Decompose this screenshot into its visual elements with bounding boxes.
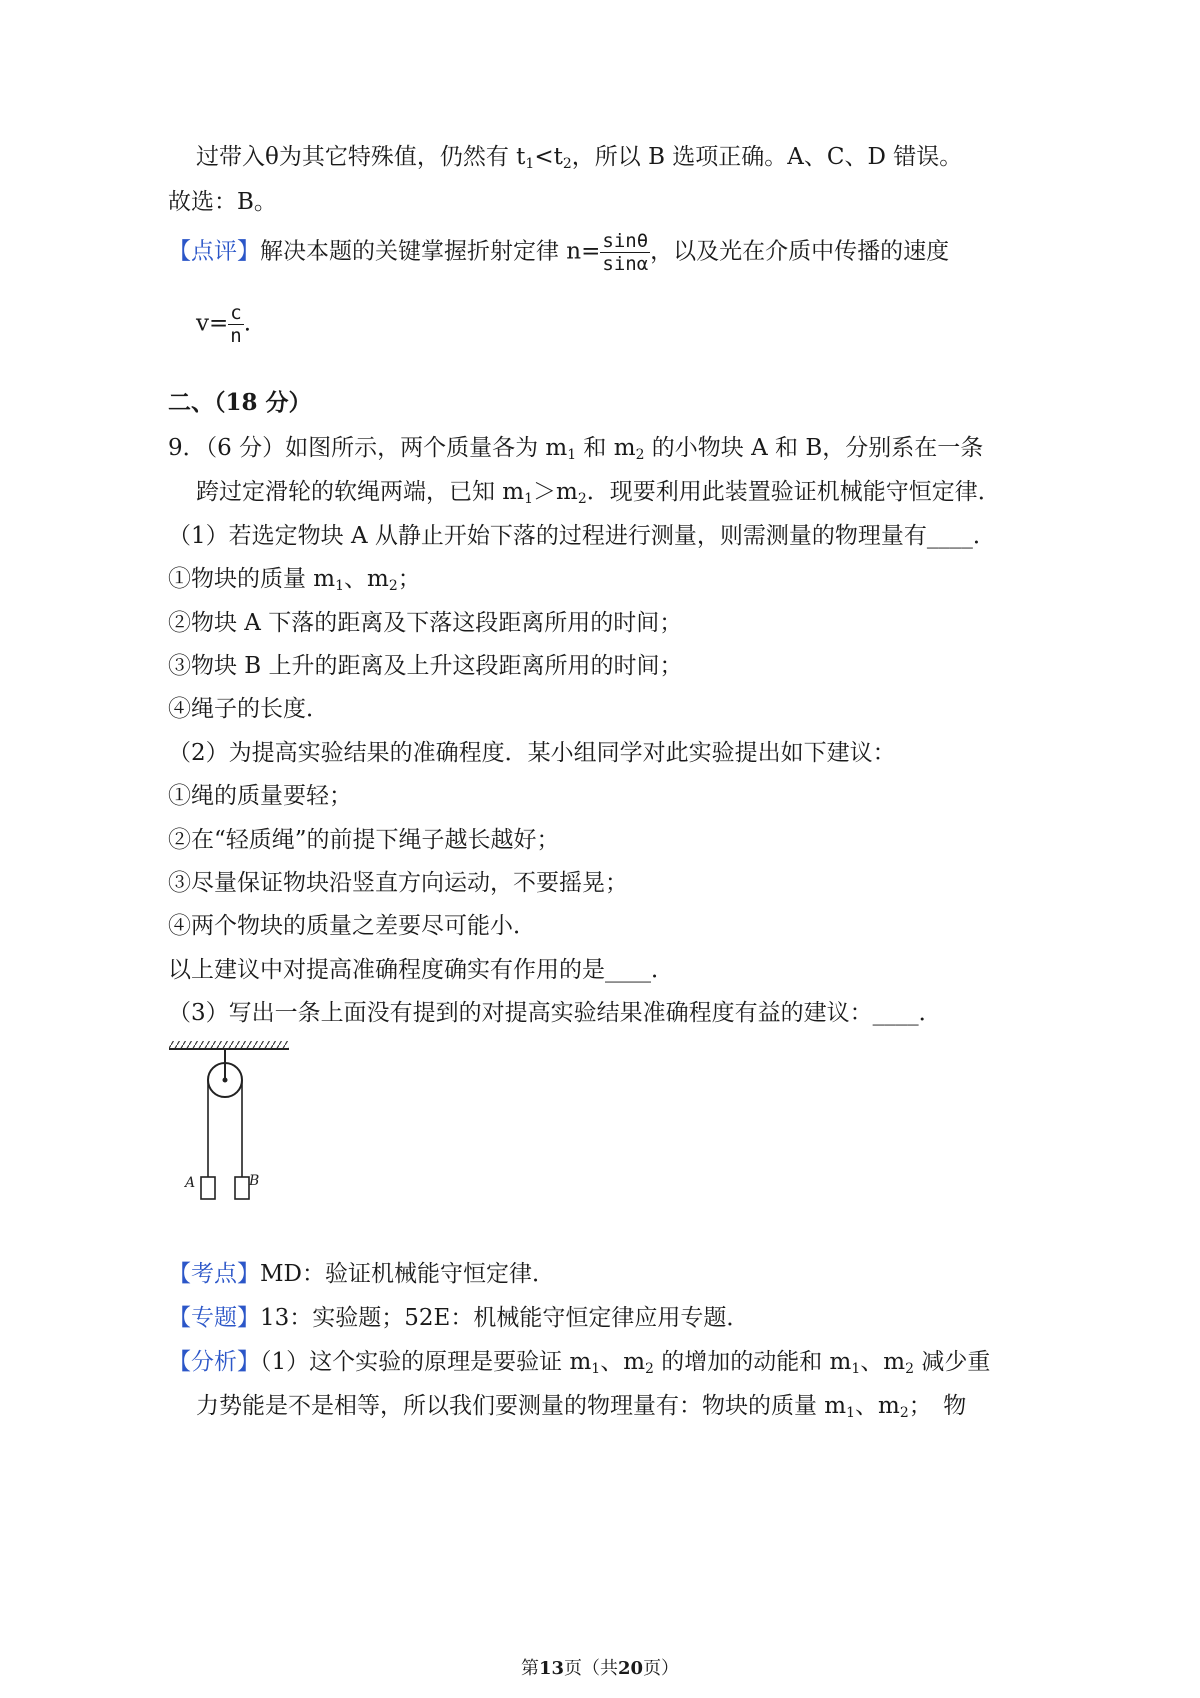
fraction-numerator: sinθ — [602, 230, 649, 252]
footer-text: 页（共 — [564, 1658, 618, 1679]
subscript: 1 — [525, 156, 535, 172]
subscript: 1 — [851, 1361, 861, 1377]
answer-choice-line — [168, 187, 277, 217]
fraction-denominator: n — [230, 325, 242, 347]
block-b — [235, 1177, 249, 1199]
subscript: 2 — [577, 491, 587, 507]
fraction-denominator: sinα — [602, 253, 649, 275]
subscript: 1 — [567, 447, 577, 463]
text: 的增加的动能和 m — [653, 1349, 852, 1375]
zhuanti-tag: 【专题】 — [168, 1305, 260, 1331]
text: 故选：B。 — [168, 189, 277, 215]
text: 过带入θ为其它特殊值，仍然有 t — [196, 144, 526, 170]
label-b: B — [249, 1173, 260, 1189]
ceiling-hatch — [169, 1041, 289, 1049]
text: 、m — [600, 1349, 645, 1375]
text: 13：实验题；52E：机械能守恒定律应用专题． — [260, 1305, 750, 1331]
part-2-option-4: ④两个物块的质量之差要尽可能小． — [168, 913, 536, 939]
kaodian-line — [168, 1259, 555, 1289]
page-footer — [0, 1654, 1200, 1680]
velocity-line — [196, 302, 251, 347]
subscript: 1 — [591, 1361, 601, 1377]
part-1-option-2: ②物块 A 下落的距离及下落这段距离所用的时间； — [168, 610, 683, 636]
text: . — [243, 310, 252, 337]
fenxi-line-2 — [196, 1391, 966, 1421]
block-a — [201, 1177, 215, 1199]
subscript: 2 — [388, 578, 398, 594]
text: MD：验证机械能守恒定律． — [260, 1261, 555, 1287]
text: 跨过定滑轮的软绳两端，已知 m — [196, 479, 525, 505]
subscript: 2 — [562, 156, 572, 172]
text: ①物块的质量 m — [168, 566, 336, 592]
subscript: 2 — [645, 1361, 654, 1377]
text: 、m — [344, 566, 389, 592]
text: <t — [534, 144, 563, 170]
kaodian-tag: 【考点】 — [168, 1261, 260, 1287]
fenxi-tag: 【分析】 — [168, 1349, 260, 1375]
part-1-option-4: ④绳子的长度． — [168, 696, 329, 722]
text: ，以及光在介质中传播的速度 — [650, 238, 950, 265]
subscript: 1 — [335, 578, 345, 594]
text: ＞m — [533, 479, 578, 505]
part-2-option-1: ①绳的质量要轻； — [168, 783, 352, 809]
footer-text: 第 — [520, 1658, 539, 1679]
text: 、m — [860, 1349, 906, 1375]
section-title: 二、（18 分） — [168, 389, 312, 416]
pulley-axle — [223, 1078, 228, 1083]
answer-line-1 — [196, 142, 962, 172]
text: 、m — [855, 1393, 900, 1419]
subscript: 2 — [635, 447, 645, 463]
part-1-option-1 — [168, 564, 421, 594]
text: 9．（6 分）如图所示，两个质量各为 m — [168, 435, 568, 461]
text: ，所以 B 选项正确。A、C、D 错误。 — [571, 144, 963, 170]
text: （1）这个实验的原理是要验证 m — [260, 1349, 592, 1375]
question-line-1 — [168, 433, 983, 463]
velocity-fraction — [228, 302, 243, 347]
text: 和 m — [576, 435, 636, 461]
refraction-fraction — [600, 230, 650, 275]
question-line-2 — [196, 477, 1001, 507]
text: ； 物 — [908, 1393, 967, 1419]
total-pages: 20 — [618, 1658, 644, 1679]
text: v= — [196, 310, 229, 337]
subscript: 2 — [905, 1361, 915, 1377]
part-2-question: （2）为提高实验结果的准确程度．某小组同学对此实验提出如下建议： — [168, 740, 896, 766]
text: ； — [397, 566, 421, 592]
text: 力势能是不是相等，所以我们要测量的物理量有：物块的质量 m — [196, 1393, 847, 1419]
part-1-question: （1）若选定物块 A 从静止开始下落的过程进行测量，则需测量的物理量有____． — [168, 523, 996, 549]
subscript: 1 — [524, 491, 534, 507]
part-2-prompt: 以上建议中对提高准确程度确实有作用的是____． — [168, 957, 674, 983]
pulley-diagram — [165, 1035, 295, 1210]
review-tag: 【点评】 — [168, 238, 260, 265]
text: 解决本题的关键掌握折射定律 n= — [260, 238, 601, 265]
zhuanti-line — [168, 1303, 749, 1333]
part-2-option-3: ③尽量保证物块沿竖直方向运动，不要摇晃； — [168, 870, 628, 896]
subscript: 1 — [846, 1405, 856, 1421]
part-1-option-3: ③物块 B 上升的距离及上升这段距离所用的时间； — [168, 653, 683, 679]
text: 减少重 — [914, 1349, 991, 1375]
footer-text: 页） — [643, 1658, 680, 1679]
fenxi-line-1 — [168, 1347, 990, 1377]
part-2-option-2: ②在“轻质绳”的前提下绳子越长越好； — [168, 827, 560, 853]
fraction-numerator: c — [230, 302, 242, 324]
text: ．现要利用此装置验证机械能守恒定律． — [586, 479, 1001, 505]
label-a: A — [185, 1175, 196, 1191]
part-3-question: （3）写出一条上面没有提到的对提高实验结果准确程度有益的建议：____． — [168, 1000, 942, 1026]
review-line — [168, 230, 949, 275]
text: 的小物块 A 和 B，分别系在一条 — [644, 435, 984, 461]
subscript: 2 — [899, 1405, 909, 1421]
page-number: 13 — [538, 1658, 564, 1679]
